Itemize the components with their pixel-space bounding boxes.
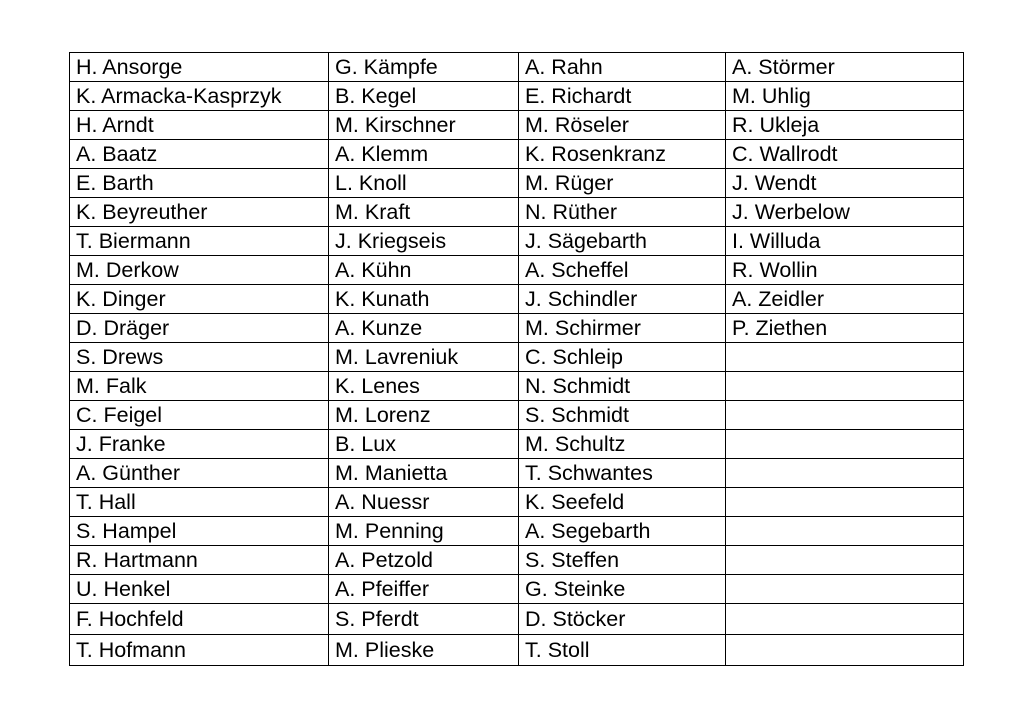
name-cell: M. Falk xyxy=(70,372,329,401)
name-cell: A. Petzold xyxy=(329,546,519,575)
empty-cell xyxy=(726,546,964,575)
name-cell: K. Lenes xyxy=(329,372,519,401)
name-cell: K. Kunath xyxy=(329,285,519,314)
name-cell: J. Schindler xyxy=(519,285,726,314)
table-row xyxy=(70,517,964,546)
table-row xyxy=(70,575,964,604)
name-cell: A. Nuessr xyxy=(329,488,519,517)
names-table-body xyxy=(70,53,964,666)
name-cell: I. Willuda xyxy=(726,227,964,256)
name-cell: P. Ziethen xyxy=(726,314,964,343)
name-cell: R. Ukleja xyxy=(726,111,964,140)
table-row xyxy=(70,227,964,256)
empty-cell xyxy=(726,635,964,666)
name-cell: T. Hall xyxy=(70,488,329,517)
table-row xyxy=(70,372,964,401)
name-cell: J. Franke xyxy=(70,430,329,459)
name-cell: F. Hochfeld xyxy=(70,604,329,635)
name-cell: K. Seefeld xyxy=(519,488,726,517)
name-cell: T. Hofmann xyxy=(70,635,329,666)
table-row xyxy=(70,459,964,488)
table-row xyxy=(70,285,964,314)
name-cell: U. Henkel xyxy=(70,575,329,604)
empty-cell xyxy=(726,430,964,459)
table-row xyxy=(70,401,964,430)
name-cell: M. Lavreniuk xyxy=(329,343,519,372)
table-row xyxy=(70,169,964,198)
name-cell: B. Kegel xyxy=(329,82,519,111)
name-cell: M. Uhlig xyxy=(726,82,964,111)
name-cell: N. Rüther xyxy=(519,198,726,227)
name-cell: J. Sägebarth xyxy=(519,227,726,256)
name-cell: D. Dräger xyxy=(70,314,329,343)
name-cell: A. Segebarth xyxy=(519,517,726,546)
table-row xyxy=(70,488,964,517)
name-cell: J. Werbelow xyxy=(726,198,964,227)
table-row xyxy=(70,256,964,285)
empty-cell xyxy=(726,575,964,604)
table-row xyxy=(70,140,964,169)
name-cell: A. Pfeiffer xyxy=(329,575,519,604)
name-cell: A. Störmer xyxy=(726,53,964,82)
name-cell: H. Ansorge xyxy=(70,53,329,82)
name-cell: A. Günther xyxy=(70,459,329,488)
empty-cell xyxy=(726,604,964,635)
table-row xyxy=(70,111,964,140)
name-cell: M. Lorenz xyxy=(329,401,519,430)
table-row xyxy=(70,604,964,635)
name-cell: J. Wendt xyxy=(726,169,964,198)
table-row xyxy=(70,82,964,111)
name-cell: A. Kühn xyxy=(329,256,519,285)
name-cell: S. Pferdt xyxy=(329,604,519,635)
table-row xyxy=(70,343,964,372)
name-cell: T. Stoll xyxy=(519,635,726,666)
table-row xyxy=(70,546,964,575)
names-table xyxy=(69,52,964,666)
name-cell: M. Schirmer xyxy=(519,314,726,343)
table-row xyxy=(70,430,964,459)
empty-cell xyxy=(726,517,964,546)
name-cell: C. Wallrodt xyxy=(726,140,964,169)
table-row xyxy=(70,198,964,227)
name-cell: M. Kraft xyxy=(329,198,519,227)
name-cell: C. Feigel xyxy=(70,401,329,430)
name-cell: M. Derkow xyxy=(70,256,329,285)
name-cell: L. Knoll xyxy=(329,169,519,198)
name-cell: R. Wollin xyxy=(726,256,964,285)
name-cell: M. Penning xyxy=(329,517,519,546)
empty-cell xyxy=(726,401,964,430)
name-cell: C. Schleip xyxy=(519,343,726,372)
name-cell: A. Klemm xyxy=(329,140,519,169)
name-cell: A. Kunze xyxy=(329,314,519,343)
name-cell: S. Schmidt xyxy=(519,401,726,430)
name-cell: M. Manietta xyxy=(329,459,519,488)
name-cell: K. Rosenkranz xyxy=(519,140,726,169)
table-row xyxy=(70,53,964,82)
name-cell: S. Hampel xyxy=(70,517,329,546)
table-row xyxy=(70,635,964,666)
table-row xyxy=(70,314,964,343)
name-cell: J. Kriegseis xyxy=(329,227,519,256)
name-cell: K. Dinger xyxy=(70,285,329,314)
name-cell: M. Kirschner xyxy=(329,111,519,140)
name-cell: E. Richardt xyxy=(519,82,726,111)
name-cell: M. Röseler xyxy=(519,111,726,140)
empty-cell xyxy=(726,343,964,372)
name-cell: M. Plieske xyxy=(329,635,519,666)
name-cell: D. Stöcker xyxy=(519,604,726,635)
name-cell: M. Schultz xyxy=(519,430,726,459)
name-cell: M. Rüger xyxy=(519,169,726,198)
name-cell: A. Rahn xyxy=(519,53,726,82)
name-cell: S. Drews xyxy=(70,343,329,372)
name-cell: H. Arndt xyxy=(70,111,329,140)
name-cell: K. Beyreuther xyxy=(70,198,329,227)
name-cell: N. Schmidt xyxy=(519,372,726,401)
empty-cell xyxy=(726,488,964,517)
name-cell: S. Steffen xyxy=(519,546,726,575)
name-cell: G. Kämpfe xyxy=(329,53,519,82)
name-cell: A. Zeidler xyxy=(726,285,964,314)
name-cell: G. Steinke xyxy=(519,575,726,604)
name-cell: T. Schwantes xyxy=(519,459,726,488)
name-cell: A. Scheffel xyxy=(519,256,726,285)
name-cell: R. Hartmann xyxy=(70,546,329,575)
empty-cell xyxy=(726,372,964,401)
name-cell: K. Armacka-Kasprzyk xyxy=(70,82,329,111)
name-cell: E. Barth xyxy=(70,169,329,198)
name-cell: A. Baatz xyxy=(70,140,329,169)
name-cell: B. Lux xyxy=(329,430,519,459)
name-cell: T. Biermann xyxy=(70,227,329,256)
empty-cell xyxy=(726,459,964,488)
